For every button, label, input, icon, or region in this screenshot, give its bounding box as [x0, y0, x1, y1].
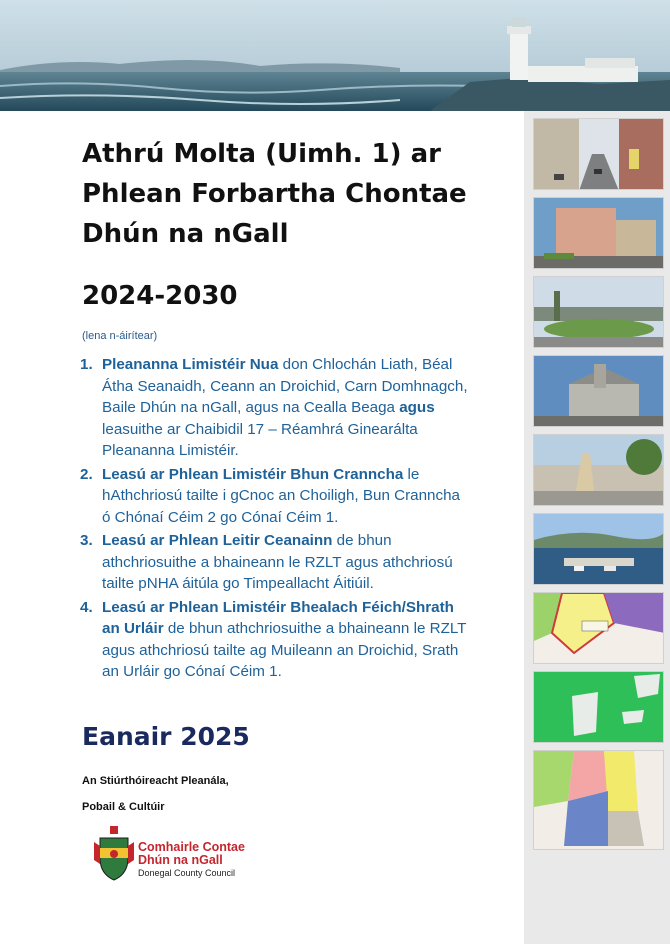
amendment-item	[80, 464, 470, 529]
item-text: de bhun athchriosuithe a bhaineann le RZLT agus athchriosú tailte ag Muileann an Droichid, Srath an Urláir go Cónaí Céim 1.	[102, 620, 467, 680]
including-note: (lena n-áirítear)	[82, 330, 158, 342]
amendment-item	[80, 530, 470, 595]
item-text: le hAthchriosú tailte i gCnoc an Choiligh, Bun Cranncha ó Chónaí Céim 2 go Cónaí Céim 1.	[102, 465, 460, 526]
roundabout-photo	[533, 276, 664, 348]
item-number: 3.	[80, 532, 93, 549]
zoning-map-3	[533, 750, 664, 850]
item-text-bold: Leasú ar Phlean Limistéir Bhun Cranncha	[102, 465, 404, 483]
town-street-photo	[533, 118, 664, 190]
item-number: 4.	[80, 598, 93, 616]
amendment-item	[80, 354, 470, 462]
header-lighthouse-photo	[0, 0, 670, 111]
item-text-bold: agus	[399, 399, 435, 416]
amendment-list	[80, 354, 470, 685]
church-photo	[533, 355, 664, 427]
item-number: 2.	[80, 465, 93, 483]
item-text-bold: Leasú ar Phlean Leitir Ceanainn	[102, 532, 333, 549]
item-text: de bhun athchriosuithe a bhaineann le RZLT agus athchriosú tailte pNHA áitúla go Timpeallacht Áitiúil.	[102, 532, 453, 592]
item-number: 1.	[80, 356, 93, 373]
item-text: leasuithe ar Chaibidil 17 – Réamhrá Ginearálta Pleananna Limistéir.	[102, 420, 418, 459]
item-text-bold: Leasú ar Phlean Limistéir Bhealach Féich/Shrath an Urláir	[102, 598, 454, 637]
council-name-line1: Comhairle Contae	[138, 840, 245, 854]
council-logo	[94, 824, 294, 884]
item-text-bold: Pleananna Limistéir Nua	[102, 356, 279, 373]
document-title	[82, 134, 502, 254]
plan-years: 2024-2030	[82, 281, 238, 311]
zoning-map-2	[533, 671, 664, 743]
department-name	[82, 768, 229, 820]
amendment-item	[80, 597, 470, 683]
title-line: Dhún na nGall	[82, 219, 289, 249]
zoning-map-1	[533, 592, 664, 664]
council-name-english: Donegal County Council	[138, 868, 236, 878]
item-text: don Chlochán Liath, Béal Átha Seanaidh, Ceann an Droichid, Carn Domhnagch, Baile Dhún na nGall, agus na Cealla Beaga	[102, 356, 468, 416]
publication-date: Eanair 2025	[82, 722, 250, 751]
department-line: Pobail & Cultúir	[82, 801, 165, 813]
town-square-photo	[533, 197, 664, 269]
title-line: Athrú Molta (Uimh. 1) ar	[82, 139, 441, 169]
council-name-line2: Dhún na nGall	[138, 853, 223, 867]
title-line: Phlean Forbartha Chontae	[82, 179, 467, 209]
department-line: An Stiúrthóireacht Pleanála,	[82, 775, 229, 787]
council-crest-icon	[94, 824, 134, 884]
harbour-photo	[533, 513, 664, 585]
monument-square-photo	[533, 434, 664, 506]
